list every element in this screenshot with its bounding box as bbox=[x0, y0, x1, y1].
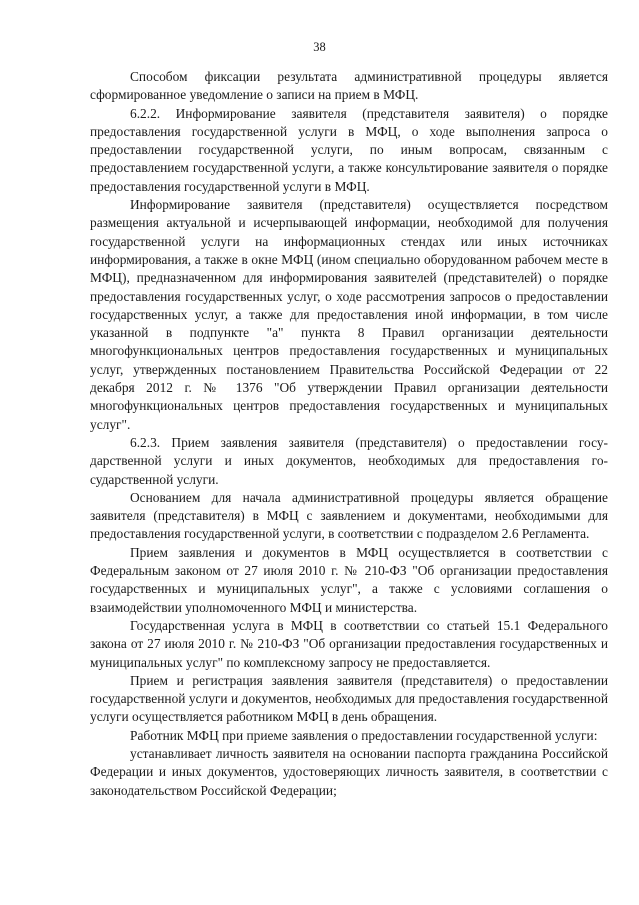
paragraph-informing: Информирование заявителя (представителя) осуществляется посредством размещения актуальной и исчерпывающей информации, необходимой для получения государственной услуги на информационных стендах или иных источниках информирования, а также в окне МФЦ (ином специально оборудованном рабочем месте в МФЦ), предназначенном для информирования заявителей (представителей) о порядке предоставления государственных услуг, о ходе рассмотрения запросов о предоставлении государственных услуг, а также для предоставления иной информации, в том числе указанной в подпункте "а" пункта 8 Правил организации деятельности многофункциональных центров предоставления государственных и муниципальных услуг, утвержденных постановлением Правительства Российской Федерации от 22 декабря 2012 г. № 1376 "Об утверждении Правил организации деятельности многофункциональных центров предоставления государственных и муниципальных услуг". bbox=[90, 197, 608, 432]
paragraph-procedure-basis: Основанием для начала административной процедуры является обращение заявителя (представителя) в МФЦ с заявлением и документами, необходимыми для предоставления государственной услуги, в соответствии с подразделом 2.6 Регламента. bbox=[90, 489, 608, 542]
page-number: 38 bbox=[313, 40, 326, 54]
paragraph-6-2-3-heading: 6.2.3. Прием заявления заявителя (представителя) о предоставлении государственной услуги и иных документов, необходимых для предоставления государственной услуги. bbox=[90, 434, 608, 487]
document-body bbox=[90, 68, 608, 800]
paragraph-identity-check: устанавливает личность заявителя на основании паспорта гражданина Российской Федерации и иных документов, удостоверяющих личность заявителя, в соответствии с законодательством Российской Федерации; bbox=[90, 745, 608, 798]
paragraph-result-fixation: Способом фиксации результата административной процедуры является сформированное уведомление о записи на прием в МФЦ. bbox=[90, 69, 608, 103]
paragraph-worker-duties: Работник МФЦ при приеме заявления о предоставлении государственной услуги: bbox=[130, 727, 598, 743]
paragraph-document-reception: Прием заявления и документов в МФЦ осуществляется в соответствии с Федеральным законом от 27 июля 2010 г. № 210-ФЗ "Об организации предоставления государственных и муниципальных услуг", а также с условиями соглашения о взаимодействии уполномоченного МФЦ и министерства. bbox=[90, 544, 608, 615]
paragraph-6-2-2-heading: 6.2.2. Информирование заявителя (представителя заявителя) о порядке предоставления государственной услуги в МФЦ, о ходе выполнения запроса о предоставлении государственной услуги, по иным вопросам, связанным с предоставлением государственной услуги, а также консультирование заявителя о порядке предоставления государственной услуги в МФЦ. bbox=[90, 105, 608, 194]
paragraph-complex-request: Государственная услуга в МФЦ в соответствии со статьей 15.1 Федерального закона от 27 июля 2010 г. № 210-ФЗ "Об организации предоставления государственных и муниципальных услуг" по комплексному запросу не предоставляется. bbox=[90, 617, 608, 670]
paragraph-registration: Прием и регистрация заявления заявителя (представителя) о предоставлении государственной услуги и документов, необходимых для предоставления государственной услуги осуществляется работником МФЦ в день обращения. bbox=[90, 672, 608, 725]
